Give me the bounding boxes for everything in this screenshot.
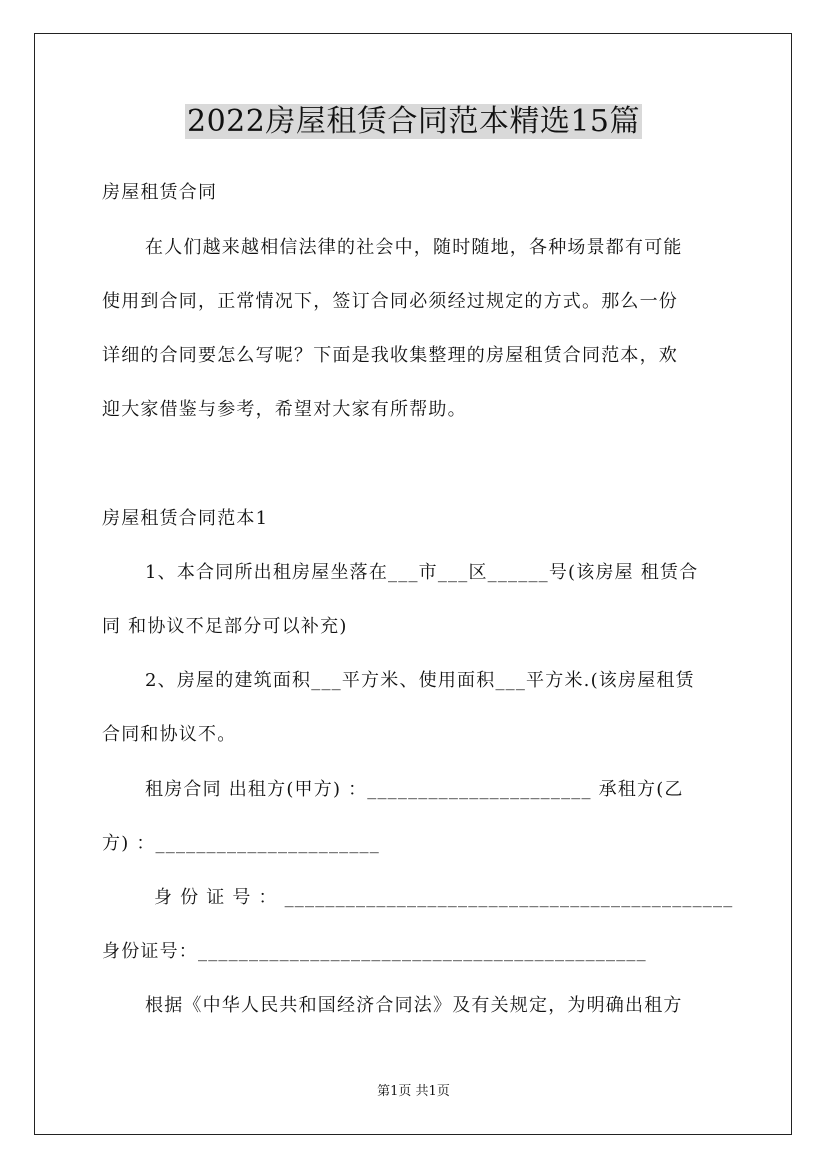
id-line-1: 身 份 证 号 ： ____________________________________________ bbox=[154, 887, 734, 908]
intro-line: 详细的合同要怎么写呢？下面是我收集整理的房屋租赁合同范本，欢 bbox=[102, 345, 678, 366]
document-title bbox=[0, 100, 827, 144]
intro-heading: 房屋租赁合同 bbox=[102, 182, 218, 203]
id-block bbox=[102, 871, 734, 979]
basis-block bbox=[102, 979, 728, 1033]
intro-line: 使用到合同，正常情况下，签订合同必须经过规定的方式。那么一份 bbox=[102, 291, 678, 312]
section1-heading-block bbox=[102, 492, 728, 546]
intro-line: 迎大家借鉴与参考，希望对大家有所帮助。 bbox=[102, 399, 467, 420]
parties-line: 方) ：______________________ bbox=[102, 833, 380, 854]
parties-block bbox=[102, 763, 728, 871]
intro-heading-block bbox=[102, 166, 728, 220]
clause-2-line: 2、房屋的建筑面积___平方米、使用面积___平方米.(该房屋租赁 bbox=[145, 670, 695, 691]
clause-2 bbox=[102, 654, 728, 762]
page-footer: 第1页 共1页 bbox=[377, 1084, 450, 1099]
clause-2-line: 合同和协议不。 bbox=[102, 724, 237, 745]
clause-1-line: 同 和协议不足部分可以补充) bbox=[102, 616, 348, 637]
intro-line: 在人们越来越相信法律的社会中，随时随地，各种场景都有可能 bbox=[145, 237, 683, 258]
document-title-text: 2022房屋租赁合同范本精选15篇 bbox=[186, 104, 641, 139]
id-line-2: 身份证号：____________________________________________ bbox=[102, 941, 647, 962]
basis-line: 根据《中华人民共和国经济合同法》及有关规定，为明确出租方 bbox=[145, 995, 683, 1016]
intro-paragraph bbox=[102, 221, 728, 437]
section1-heading: 房屋租赁合同范本1 bbox=[102, 508, 269, 529]
clause-1 bbox=[102, 546, 728, 654]
clause-1-line: 1、本合同所出租房屋坐落在___市___区______号(该房屋 租赁合 bbox=[145, 562, 699, 583]
parties-line: 租房合同 出租方(甲方) ：______________________ 承租方(乙 bbox=[145, 779, 684, 800]
